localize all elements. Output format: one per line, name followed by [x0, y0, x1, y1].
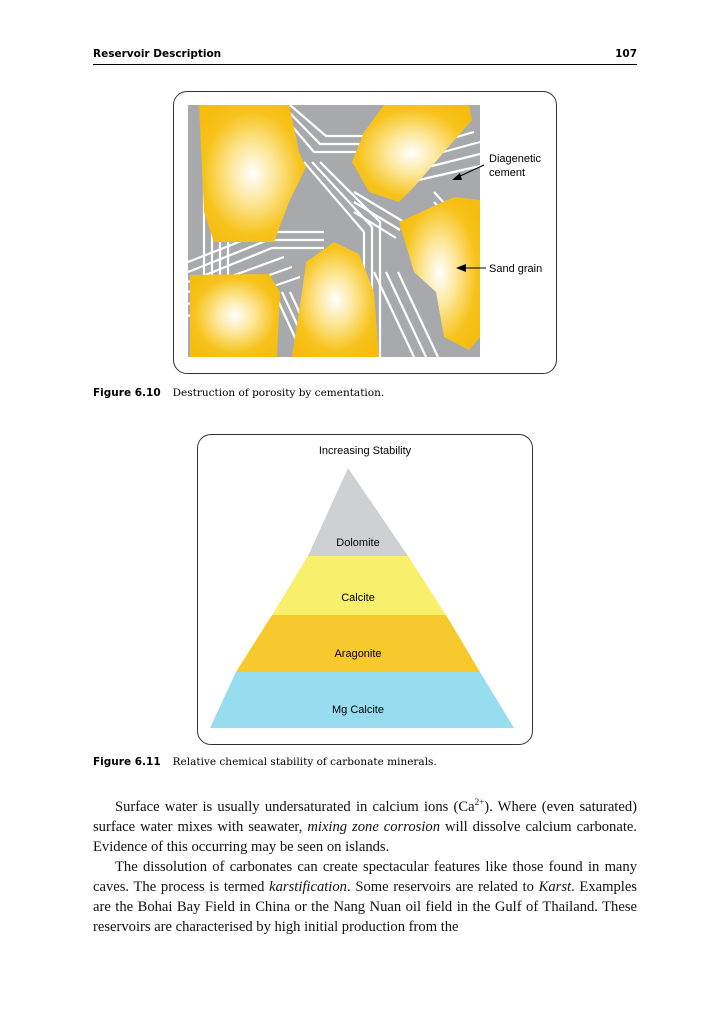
- figure-6-10-caption: [93, 387, 384, 399]
- figure-number: Figure 6.10: [93, 387, 161, 399]
- text-run: . Examples are the Bohai Bay Field in China or the Nang Nuan oil field in the Gulf of Thailand. These reservoirs are characterised by high initial production from the: [93, 879, 637, 935]
- tier-calcite: [272, 556, 446, 615]
- tier-mg-calcite: [210, 672, 514, 728]
- emphasis: mixing zone corrosion: [307, 819, 440, 835]
- label-cement: cement: [489, 167, 526, 179]
- text-run: will dissolve calcium carbonate. Evidence of this occurring may be seen on islands.: [93, 819, 638, 855]
- tier-label-calcite: Calcite: [341, 592, 375, 604]
- paragraph-1: [93, 797, 637, 857]
- emphasis: Karst: [538, 879, 572, 895]
- figure-6-11: [197, 434, 533, 745]
- sand-grain-4: [190, 274, 280, 357]
- chapter-title: Reservoir Description: [93, 48, 222, 60]
- figure-number: Figure 6.11: [93, 756, 161, 768]
- tier-label-aragonite: Aragonite: [334, 648, 382, 660]
- pore-space: [188, 105, 480, 357]
- tier-label-mg-calcite: Mg Calcite: [332, 704, 384, 716]
- text-run: Surface water is usually undersaturated in calcium ions (Ca: [115, 799, 475, 815]
- text-run: The dissolution of carbonates can create spectacular features like those found in many caves. The process is termed: [93, 859, 637, 895]
- tier-aragonite: [236, 615, 480, 672]
- caption-text: Destruction of porosity by cementation.: [172, 387, 385, 399]
- label-diagenetic: Diagenetic: [489, 153, 541, 165]
- pyramid-title: Increasing Stability: [318, 445, 412, 457]
- label-sand-grain: Sand grain: [489, 263, 543, 275]
- figure-6-10: [173, 91, 557, 374]
- text-run: . Some reservoirs are related to: [346, 879, 539, 895]
- tier-label-dolomite: Dolomite: [336, 537, 380, 549]
- paragraph-2: [93, 857, 637, 937]
- superscript: 2+: [474, 797, 485, 808]
- page-number: 107: [615, 48, 637, 60]
- body-text: [93, 797, 637, 937]
- emphasis: karstification: [269, 879, 347, 895]
- caption-text: Relative chemical stability of carbonate minerals.: [172, 756, 437, 768]
- cementation-diagram: [174, 92, 556, 373]
- text-run: ). Where (even saturated) surface water mixes with seawater,: [93, 799, 637, 835]
- stability-pyramid: [198, 435, 532, 744]
- running-head: [93, 46, 637, 65]
- figure-6-11-caption: [93, 756, 437, 768]
